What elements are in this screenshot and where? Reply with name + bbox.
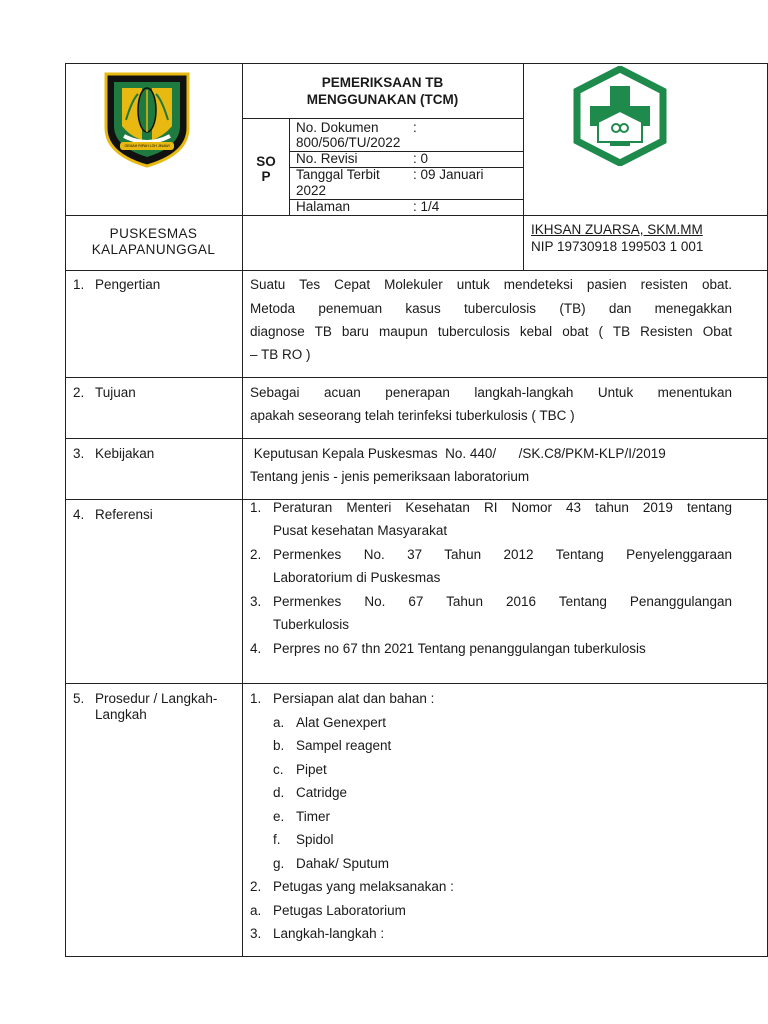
page-label: Halaman bbox=[296, 199, 351, 214]
step-text: Petugas yang melaksanakan : bbox=[273, 879, 454, 894]
sub-item-letter: f. bbox=[273, 832, 281, 847]
signer-nip: NIP 19730918 199503 1 001 bbox=[531, 239, 704, 254]
emblem-motto: GEMAH RIPAH LOH JINAWI bbox=[124, 144, 170, 148]
section-1-label: Pengertian bbox=[95, 277, 161, 292]
referensi-item-text: Perpres no 67 thn 2021 Tentang penanggulangan tuberkulosis bbox=[273, 641, 646, 656]
sub-item-letter: c. bbox=[273, 762, 284, 777]
step-number: 3. bbox=[250, 926, 262, 941]
sub-item-letter: e. bbox=[273, 809, 285, 824]
doc-no-separator: : bbox=[413, 120, 417, 135]
sub-item-text: Spidol bbox=[296, 832, 334, 847]
referensi-item-number: 1. bbox=[250, 500, 262, 515]
table-border-top bbox=[65, 63, 768, 64]
referensi-item-text: Pusat kesehatan Masyarakat bbox=[273, 523, 448, 538]
col-divider-1 bbox=[242, 63, 243, 957]
sub-item-letter: g. bbox=[273, 856, 285, 871]
pengertian-line: – TB RO ) bbox=[250, 347, 311, 362]
section-3-number: 3. bbox=[73, 446, 85, 461]
referensi-item-number: 4. bbox=[250, 641, 262, 656]
referensi-item-text: Tuberkulosis bbox=[273, 617, 350, 632]
table-border-left bbox=[65, 63, 66, 957]
referensi-item-number: 2. bbox=[250, 547, 262, 562]
row-divider-5 bbox=[65, 683, 768, 684]
section-4-number: 4. bbox=[73, 507, 85, 522]
sub-item-letter: a. bbox=[273, 715, 285, 730]
step-sub-text: Petugas Laboratorium bbox=[273, 903, 406, 918]
issue-date-label: Tanggal Terbit bbox=[296, 167, 380, 182]
page-value: : 1/4 bbox=[413, 199, 440, 214]
document-title-line2: MENGGUNAKAN (TCM) bbox=[306, 92, 459, 107]
step-number: 2. bbox=[250, 879, 262, 894]
row-divider-1 bbox=[65, 270, 768, 271]
sop-label-line1: SO bbox=[256, 154, 276, 169]
step-number: 1. bbox=[250, 691, 262, 706]
tujuan-line: Sebagai acuan penerapan langkah-langkah Untuk menentukan bbox=[250, 385, 732, 400]
sub-item-letter: d. bbox=[273, 785, 285, 800]
issue-date-value: : 09 Januari bbox=[413, 167, 484, 182]
signer-name: IKHSAN ZUARSA, SKM.MM bbox=[531, 222, 703, 237]
pengertian-line: Suatu Tes Cepat Molekuler untuk mendeteksi pasien resisten obat. bbox=[250, 277, 732, 292]
kebijakan-line: Keputusan Kepala Puskesmas No. 440/ /SK.C8/PKM-KLP/I/2019 bbox=[250, 446, 666, 461]
referensi-item-number: 3. bbox=[250, 594, 262, 609]
pengertian-line: diagnose TB baru maupun tuberculosis kebal obat ( TB Resisten Obat bbox=[250, 324, 732, 339]
title-divider bbox=[242, 118, 523, 119]
doc-no-label: No. Dokumen bbox=[296, 120, 379, 135]
step-text: Langkah-langkah : bbox=[273, 926, 385, 941]
row-divider-2 bbox=[65, 377, 768, 378]
section-5-label-line2: Langkah bbox=[95, 707, 147, 722]
section-2-label: Tujuan bbox=[95, 385, 136, 400]
section-1-number: 1. bbox=[73, 277, 85, 292]
sub-item-text: Alat Genexpert bbox=[296, 715, 387, 730]
sub-item-letter: b. bbox=[273, 738, 285, 753]
kebijakan-line: Tentang jenis - jenis pemeriksaan laboratorium bbox=[250, 469, 530, 484]
referensi-item-text: Permenkes No. 67 Tahun 2016 Tentang Penanggulangan bbox=[273, 594, 732, 609]
section-4-label: Referensi bbox=[95, 507, 153, 522]
sub-item-text: Timer bbox=[296, 809, 330, 824]
org-name-line2: KALAPANUNGGAL bbox=[91, 242, 216, 257]
section-5-number: 5. bbox=[73, 691, 85, 706]
referensi-item-text: Permenkes No. 37 Tahun 2012 Tentang Penyelenggaraan bbox=[273, 547, 732, 562]
section-3-label: Kebijakan bbox=[95, 446, 155, 461]
puskesmas-logo bbox=[570, 66, 670, 166]
regency-emblem-logo bbox=[100, 70, 194, 170]
section-5-label-line1: Prosedur / Langkah- bbox=[95, 691, 218, 706]
sub-item-text: Dahak/ Sputum bbox=[296, 856, 390, 871]
tujuan-line: apakah seseorang telah terinfeksi tuberkulosis ( TBC ) bbox=[250, 408, 575, 423]
step-sub-letter: a. bbox=[250, 903, 262, 918]
col-divider-2 bbox=[523, 63, 524, 270]
table-border-bottom bbox=[65, 956, 768, 957]
doc-no-value: 800/506/TU/2022 bbox=[296, 135, 401, 150]
section-2-number: 2. bbox=[73, 385, 85, 400]
issue-date-year: 2022 bbox=[296, 183, 327, 198]
step-text: Persiapan alat dan bahan : bbox=[273, 691, 435, 706]
referensi-item-text: Laboratorium di Puskesmas bbox=[273, 570, 441, 585]
revision-value: : 0 bbox=[413, 151, 429, 166]
document-title-line1: PEMERIKSAAN TB bbox=[321, 75, 444, 90]
row-divider-3 bbox=[65, 438, 768, 439]
referensi-item-text: Peraturan Menteri Kesehatan RI Nomor 43 tahun 2019 tentang bbox=[273, 500, 732, 515]
sub-item-text: Catridge bbox=[296, 785, 348, 800]
header-bottom bbox=[65, 215, 768, 216]
revision-label: No. Revisi bbox=[296, 151, 358, 166]
org-name-line1: PUSKESMAS bbox=[109, 226, 198, 241]
sub-item-text: Sampel reagent bbox=[296, 738, 392, 753]
pengertian-line: Metoda penemuan kasus tuberculosis (TB) dan menegakkan bbox=[250, 301, 732, 316]
sop-label-line2: P bbox=[261, 169, 271, 184]
sub-item-text: Pipet bbox=[296, 762, 327, 777]
